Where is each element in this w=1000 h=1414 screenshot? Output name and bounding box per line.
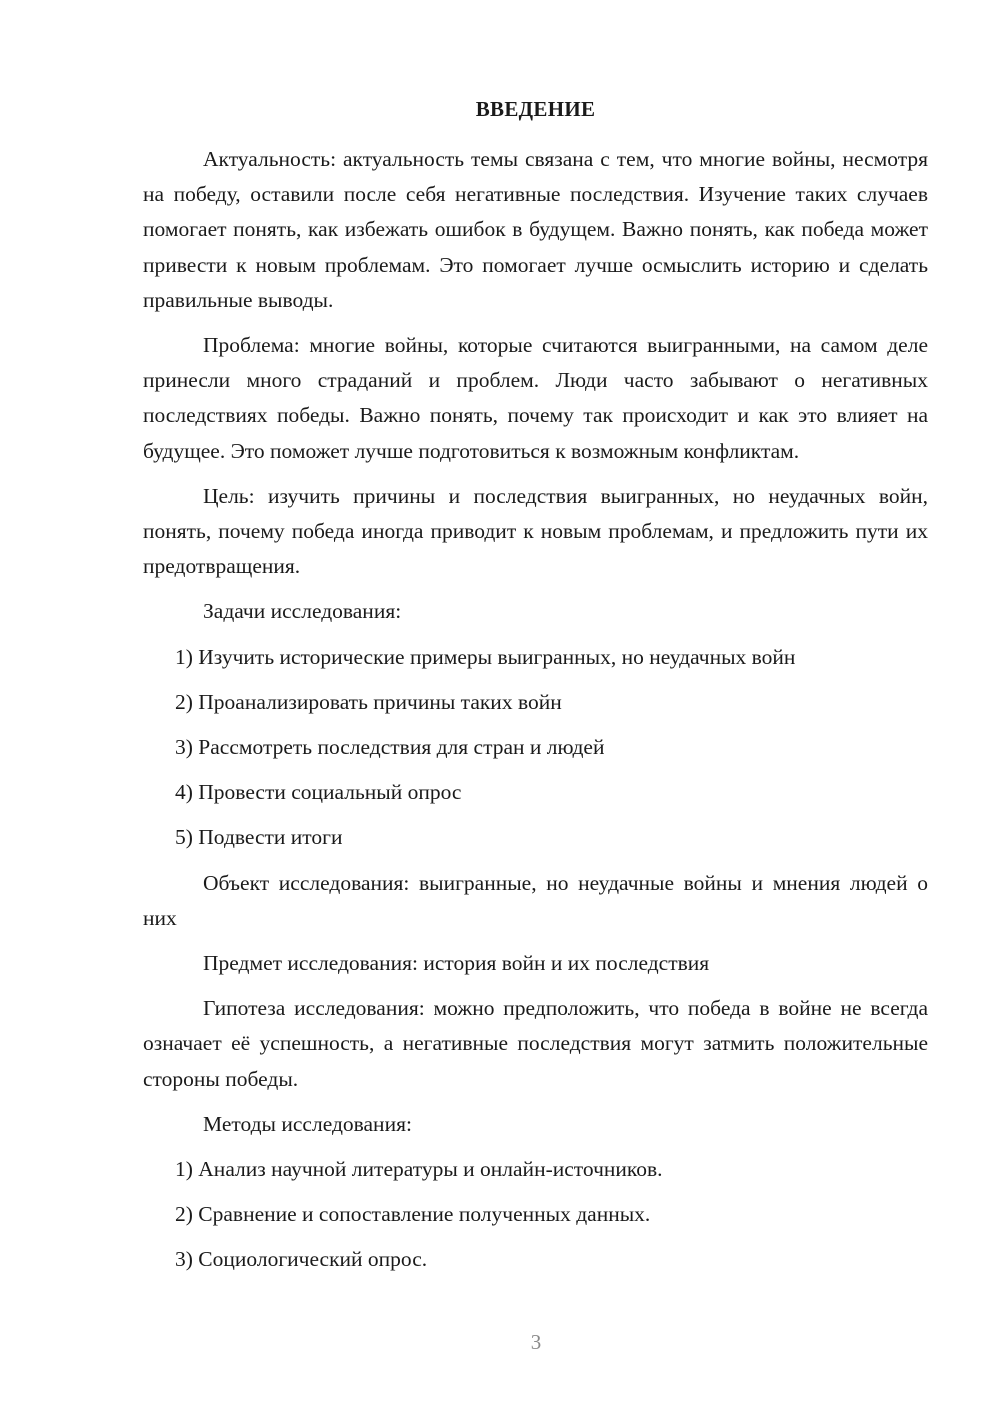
list-item: 2) Проанализировать причины таких войн xyxy=(175,689,562,714)
subject-paragraph: Предмет исследования: история войн и их последствия xyxy=(203,951,710,976)
list-item: 1) Изучить исторические примеры выигранных, но неудачных войн xyxy=(175,644,796,669)
problem-paragraph: Проблема: многие войны, которые считаются выигранными, на самом деле принесли много страданий и проблем. Люди часто забывают о негативных последствиях победы. Важно понять, почему так происходит и как это влияет на будущее. Это поможет лучше подготовиться к возможным конфликтам. xyxy=(143,333,928,463)
page-number: 3 xyxy=(530,1330,542,1354)
list-item: 5) Подвести итоги xyxy=(175,825,343,850)
goal-paragraph: Цель: изучить причины и последствия выигранных, но неудачных войн, понять, почему победа иногда приводит к новым проблемам, и предложить пути их предотвращения. xyxy=(143,483,928,579)
tasks-label: Задачи исследования: xyxy=(203,599,402,624)
section-heading: ВВЕДЕНИЕ xyxy=(475,97,596,121)
hypothesis-paragraph: Гипотеза исследования: можно предположить, что победа в войне не всегда означает её успешность, а негативные последствия могут затмить положительные стороны победы. xyxy=(143,996,928,1091)
list-item: 1) Анализ научной литературы и онлайн-источников. xyxy=(175,1157,663,1182)
tasks-list xyxy=(143,640,928,856)
list-item: 4) Провести социальный опрос xyxy=(175,780,462,805)
document-page xyxy=(143,92,928,1288)
list-item: 3) Рассмотреть последствия для стран и людей xyxy=(175,735,605,760)
methods-label: Методы исследования: xyxy=(203,1111,412,1136)
list-item: 3) Социологический опрос. xyxy=(175,1247,428,1272)
relevance-paragraph: Актуальность: актуальность темы связана с тем, что многие войны, несмотря на победу, оставили после себя негативные последствия. Изучение таких случаев помогает понять, как избежать ошибок в будущем. Важно понять, как победа может привести к новым проблемам. Это помогает лучше осмыслить историю и сделать правильные выводы. xyxy=(143,147,928,312)
list-item: 2) Сравнение и сопоставление полученных данных. xyxy=(175,1202,651,1227)
object-paragraph: Объект исследования: выигранные, но неудачные войны и мнения людей о них xyxy=(143,870,928,930)
methods-list xyxy=(143,1152,928,1278)
